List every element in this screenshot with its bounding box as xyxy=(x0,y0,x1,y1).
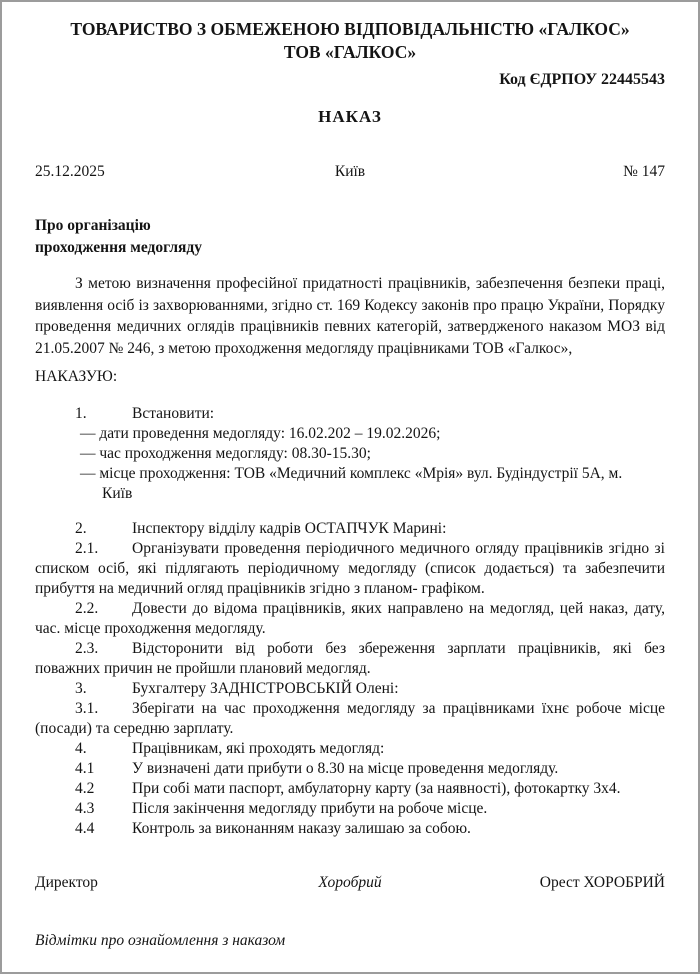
signature-row xyxy=(35,873,665,893)
order-item: 2.3. Відсторонити від роботи без збереження зарплати працівників, які без поважних причин не пройшли плановий медогляд. xyxy=(35,640,665,677)
order-item: 4.3 Після закінчення медогляду прибути на робоче місце. xyxy=(75,800,488,817)
document-date: 25.12.2025 xyxy=(35,163,105,180)
signature-handwritten: Хоробрий xyxy=(318,874,382,891)
item-number: 4. xyxy=(75,740,87,757)
subject-line-1: Про організацію xyxy=(35,217,151,234)
acknowledgement-note: Відмітки про ознайомлення з наказом xyxy=(35,932,286,949)
order-item: 3. Бухгалтеру ЗАДНІСТРОВСЬКІЙ Олені: xyxy=(75,680,399,697)
order-item: 4.4 Контроль за виконанням наказу залишаю за собою. xyxy=(75,820,471,837)
order-item: 1. Встановити: xyxy=(75,405,215,422)
subject-line-2: проходження медогляду xyxy=(35,239,203,256)
company-name-full: ТОВАРИСТВО З ОБМЕЖЕНОЮ ВІДПОВІДАЛЬНІСТЮ «ГАЛКОС» xyxy=(70,19,630,39)
order-item: 4.1 У визначені дати прибути о 8.30 на місце проведення медогляду. xyxy=(75,760,559,777)
order-subitem-dash: — місце проходження: ТОВ «Медичний комплекс «Мрія» вул. Будіндустрії 5А, м. Київ xyxy=(80,465,623,502)
document-type-title: НАКАЗ xyxy=(318,107,382,126)
item-number: 3. xyxy=(75,680,87,697)
item-number: 4.4 xyxy=(75,820,95,837)
order-subitem-dash: — дати проведення медогляду: 16.02.202 – 19.02.2026; xyxy=(80,425,441,442)
order-item: 3.1. Зберігати на час проходження медогляду за працівниками їхнє робоче місце (посади) та середню зарплату. xyxy=(35,700,665,737)
item-number: 4.3 xyxy=(75,800,95,817)
item-number: 2.2. xyxy=(75,600,99,617)
order-subitem-dash: — час проходження медогляду: 08.30-15.30; xyxy=(80,445,371,462)
company-name-short: ТОВ «ГАЛКОС» xyxy=(283,42,417,62)
item-number: 3.1. xyxy=(75,700,99,717)
edrpou-code: Код ЄДРПОУ 22445543 xyxy=(499,71,665,88)
document-city: Київ xyxy=(334,163,366,180)
order-items xyxy=(35,404,665,839)
item-number: 1. xyxy=(75,405,87,422)
document-meta-row xyxy=(35,162,665,182)
order-item: 2.2. Довести до відома працівників, яких направлено на медогляд, цей наказ, дату, час. місце проходження медогляду. xyxy=(35,600,665,637)
item-number: 4.2 xyxy=(75,780,95,797)
order-item: 4.2 При собі мати паспорт, амбулаторну карту (за наявності), фотокартку 3х4. xyxy=(75,780,621,797)
item-number: 2.1. xyxy=(75,540,99,557)
signer-position: Директор xyxy=(35,874,98,891)
item-number: 4.1 xyxy=(75,760,95,777)
item-number: 2.3. xyxy=(75,640,99,657)
order-item: 4. Працівникам, які проходять медогляд: xyxy=(75,740,385,757)
signer-full-name: Орест ХОРОБРИЙ xyxy=(539,874,665,891)
order-word: НАКАЗУЮ: xyxy=(35,368,118,385)
document-number: № 147 xyxy=(623,163,665,180)
order-item: 2. Інспектору відділу кадрів ОСТАПЧУК Марині: xyxy=(75,520,447,537)
document-subject xyxy=(35,215,665,259)
order-item: 2.1. Організувати проведення періодичного медичного огляду працівників згідно зі списком осіб, які підлягають періодичному медогляду (список додається) та забезпечити прибуття на медичний огляд працівників згідно з планом- графіком. xyxy=(35,540,665,597)
preamble-paragraph: З метою визначення професійної придатності працівників, забезпечення безпеки праці, виявлення осіб із захворюваннями, згідно ст. 169 Кодексу законів про працю України, Порядку проведення медичних оглядів працівників певних категорій, затвердженого наказом МОЗ від 21.05.2007 № 246, з метою проходження медогляду працівниками ТОВ «Галкос», xyxy=(35,275,665,357)
item-number: 2. xyxy=(75,520,87,537)
